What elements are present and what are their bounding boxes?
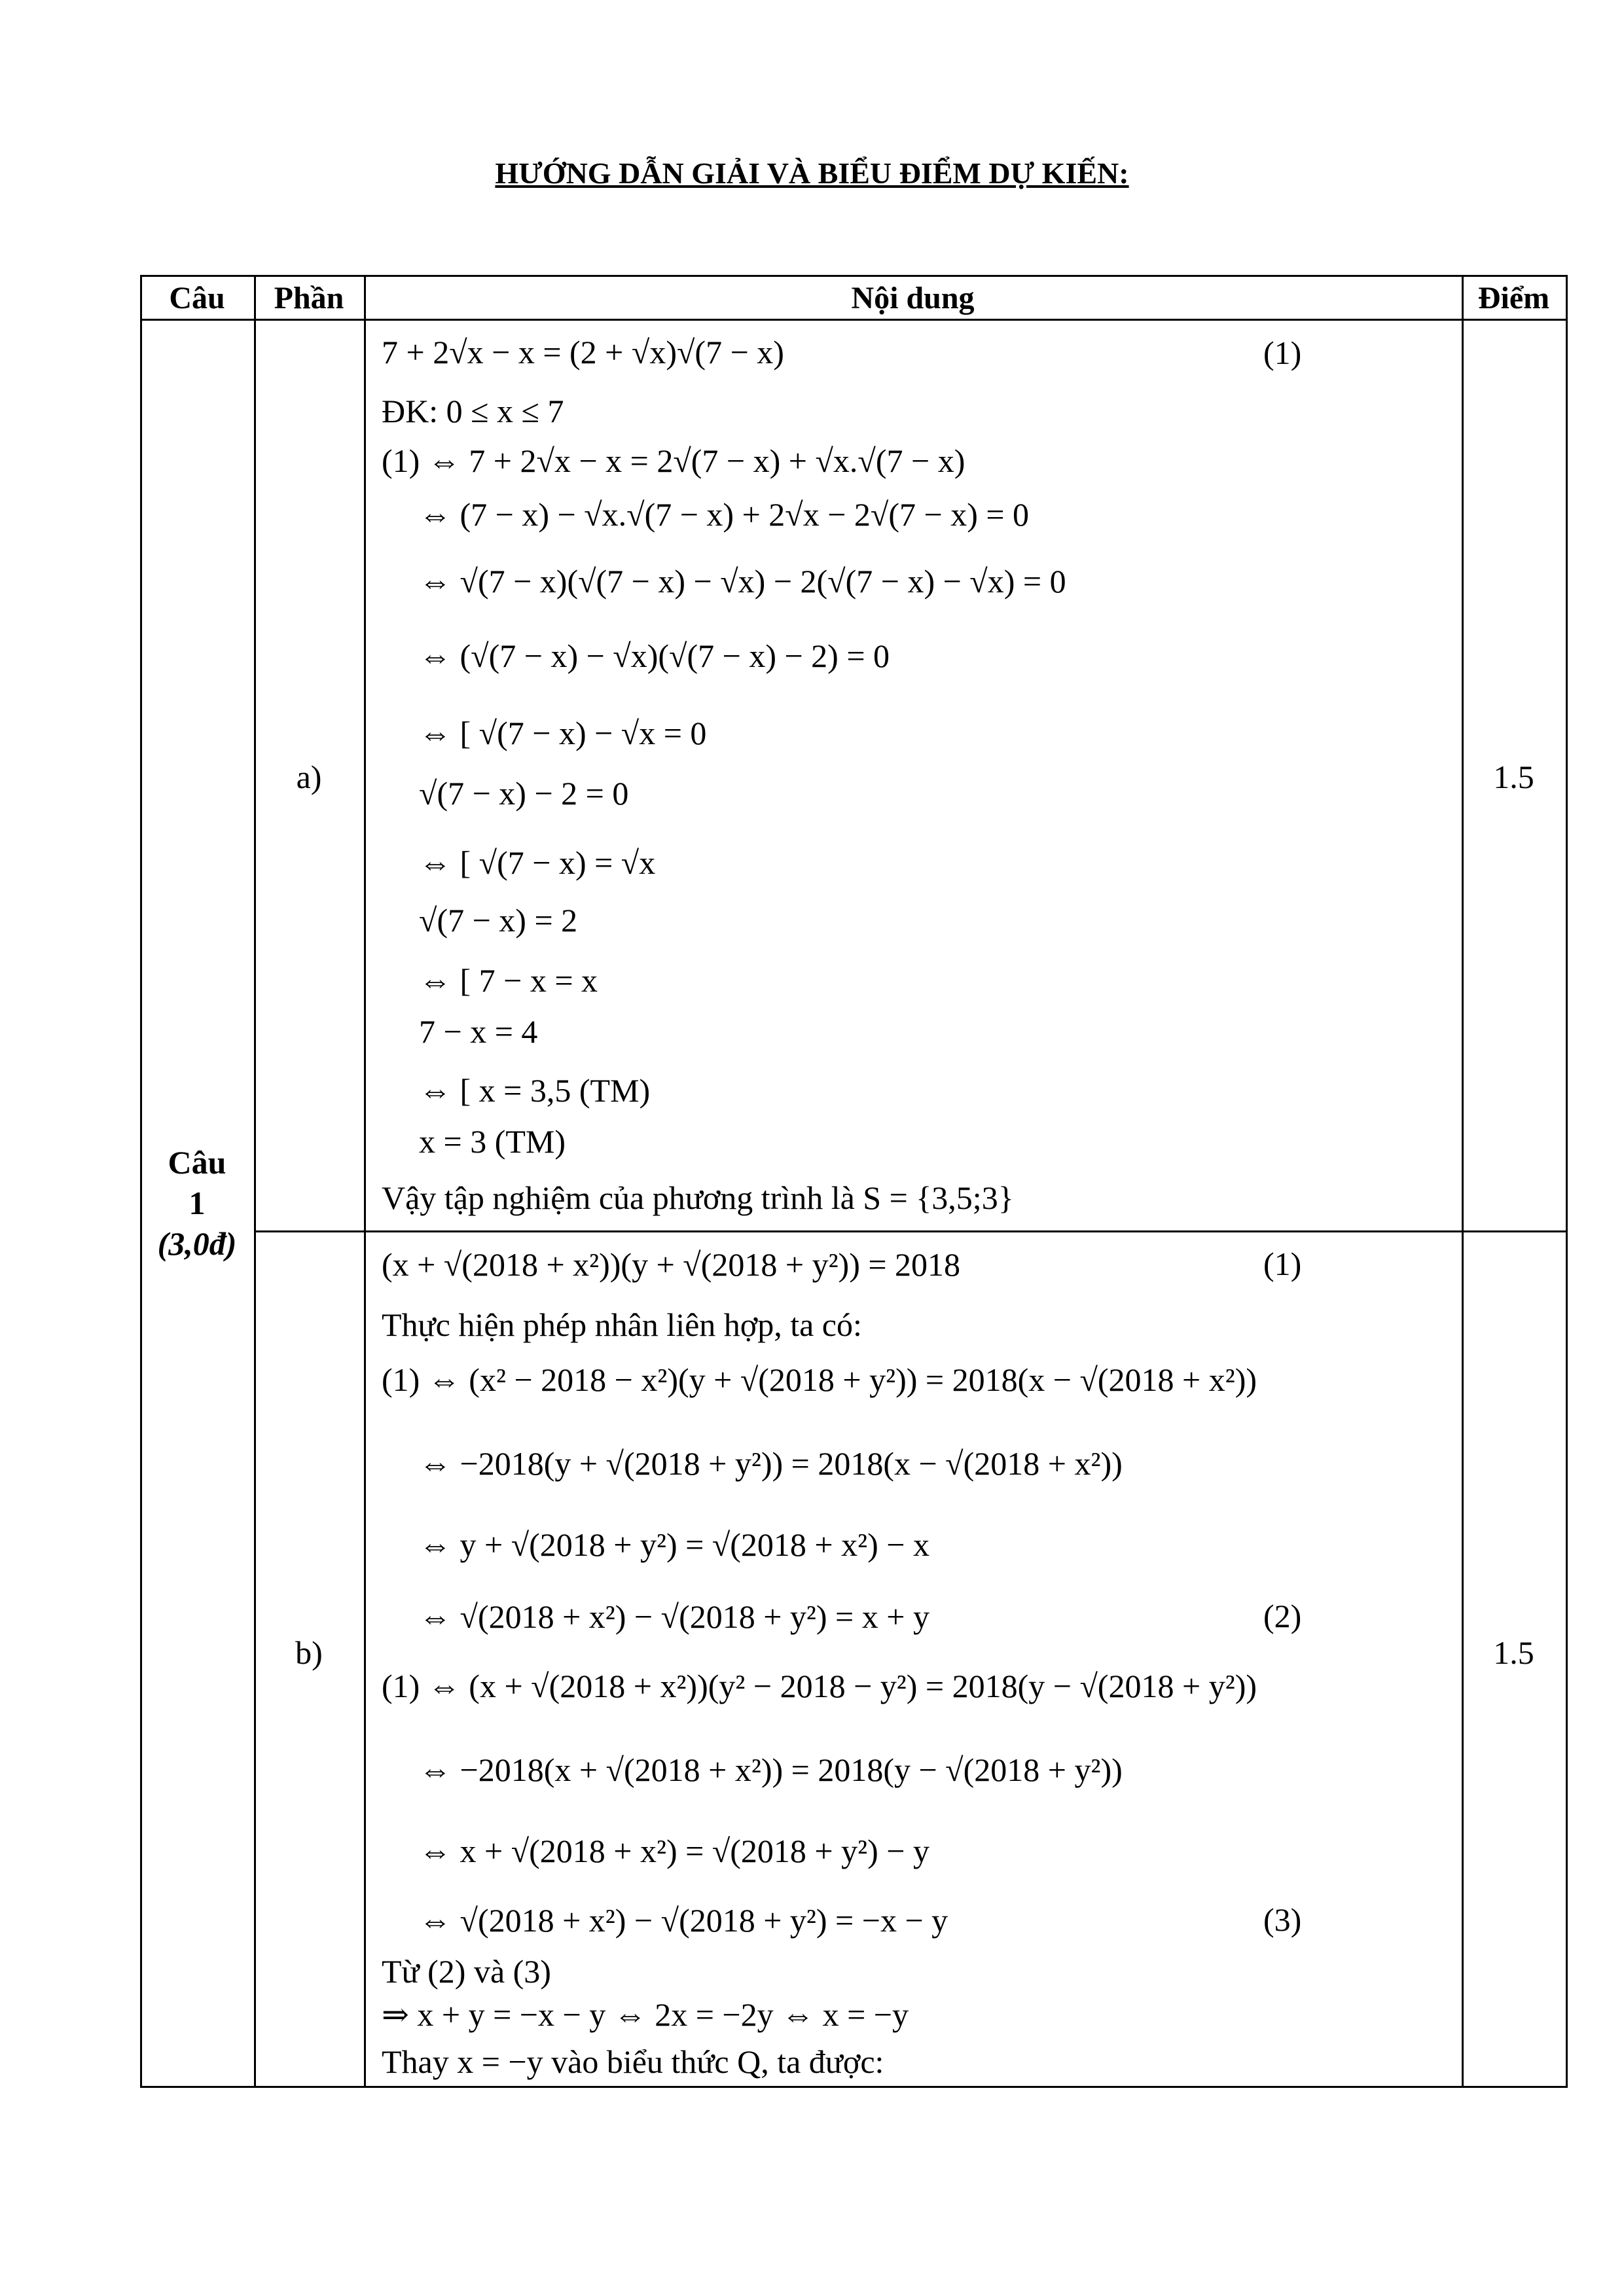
header-cau: Câu — [169, 281, 225, 315]
col-divider-cau — [254, 275, 256, 2088]
table-top-border — [140, 275, 1568, 277]
part-b-line: ⇔ y + √(2018 + y²) = √(2018 + x²) − x — [419, 1526, 929, 1563]
part-b-eq-number-1: (1) — [1263, 1246, 1302, 1282]
question-label: Câu — [168, 1144, 226, 1181]
part-a-line: ⇔ [ x = 3,5 (TM) — [419, 1072, 651, 1109]
part-a-eq-number-1: (1) — [1263, 334, 1302, 371]
header-bottom-border — [140, 319, 1568, 321]
page-title: HƯỚNG DẪN GIẢI VÀ BIỂU ĐIỂM DỰ KIẾN: — [495, 156, 1129, 190]
header-noidung: Nội dung — [851, 281, 975, 315]
part-a-line: ⇔ (7 − x) − √x.√(7 − x) + 2√x − 2√(7 − x) = 0 — [419, 496, 1030, 533]
part-b-line: ⇔ x + √(2018 + x²) = √(2018 + y²) − y — [419, 1833, 929, 1869]
part-a-line: x = 3 (TM) — [419, 1123, 566, 1160]
part-a-line: ⇔ [ √(7 − x) = √x — [419, 844, 656, 881]
part-b-line: ⇔ √(2018 + x²) − √(2018 + y²) = x + y — [419, 1598, 929, 1635]
part-b-line: Thay x = −y vào biểu thức Q, ta được: — [382, 2043, 884, 2080]
part-a-line: ⇔ [ 7 − x = x — [419, 962, 598, 999]
part-a-line: √(7 − x) − 2 = 0 — [419, 775, 629, 812]
part-a-line: ĐK: 0 ≤ x ≤ 7 — [382, 393, 564, 429]
header-phan: Phần — [274, 281, 344, 315]
part-b-line: ⇔ −2018(y + √(2018 + y²)) = 2018(x − √(2018 + x²)) — [419, 1445, 1123, 1482]
part-a-score: 1.5 — [1493, 759, 1534, 795]
part-a-line: 7 + 2√x − x = (2 + √x)√(7 − x) — [382, 334, 784, 370]
col-divider-phan — [364, 275, 366, 2088]
part-b-line: Thực hiện phép nhân liên hợp, ta có: — [382, 1306, 862, 1343]
table-right-border — [1566, 275, 1568, 2088]
part-b-eq-number-2: (2) — [1263, 1598, 1302, 1634]
part-b-line: ⇔ √(2018 + x²) − √(2018 + y²) = −x − y — [419, 1902, 948, 1939]
part-a-line: Vậy tập nghiệm của phương trình là S = {3,5;3} — [382, 1179, 1014, 1216]
part-a-line: ⇔ [ √(7 − x) − √x = 0 — [419, 715, 707, 751]
part-b-eq-number-3: (3) — [1263, 1901, 1302, 1938]
part-b-line: Từ (2) và (3) — [382, 1953, 551, 1990]
part-a-line: 7 − x = 4 — [419, 1013, 538, 1050]
part-b-line: (x + √(2018 + x²))(y + √(2018 + y²)) = 2018 — [382, 1246, 961, 1283]
part-a-label: a) — [296, 759, 322, 795]
header-diem: Điểm — [1477, 281, 1550, 315]
col-divider-noidung — [1462, 275, 1464, 2088]
question-number: 1 — [189, 1185, 206, 1221]
table-bottom-border — [140, 2086, 1568, 2088]
part-b-line: (1) ⇔ (x + √(2018 + x²))(y² − 2018 − y²) = 2018(y − √(2018 + y²)) — [382, 1668, 1257, 1704]
part-b-line: ⇒ x + y = −x − y ⇔ 2x = −2y ⇔ x = −y — [382, 1996, 909, 2033]
part-a-line: √(7 − x) = 2 — [419, 902, 578, 939]
part-a-line: ⇔ √(7 − x)(√(7 − x) − √x) − 2(√(7 − x) − √x) = 0 — [419, 563, 1066, 600]
part-b-score: 1.5 — [1493, 1634, 1534, 1671]
row-divider-a-b — [255, 1230, 1568, 1232]
part-a-line: ⇔ (√(7 − x) − √x)(√(7 − x) − 2) = 0 — [419, 637, 890, 674]
question-cell — [140, 1142, 254, 1264]
part-a-line: (1) ⇔ 7 + 2√x − x = 2√(7 − x) + √x.√(7 − x) — [382, 442, 965, 479]
part-b-line: (1) ⇔ (x² − 2018 − x²)(y + √(2018 + y²)) = 2018(x − √(2018 + x²)) — [382, 1361, 1257, 1398]
part-b-label: b) — [295, 1634, 323, 1671]
part-b-line: ⇔ −2018(x + √(2018 + x²)) = 2018(y − √(2018 + y²)) — [419, 1751, 1123, 1788]
question-points: (3,0đ) — [157, 1225, 237, 1262]
